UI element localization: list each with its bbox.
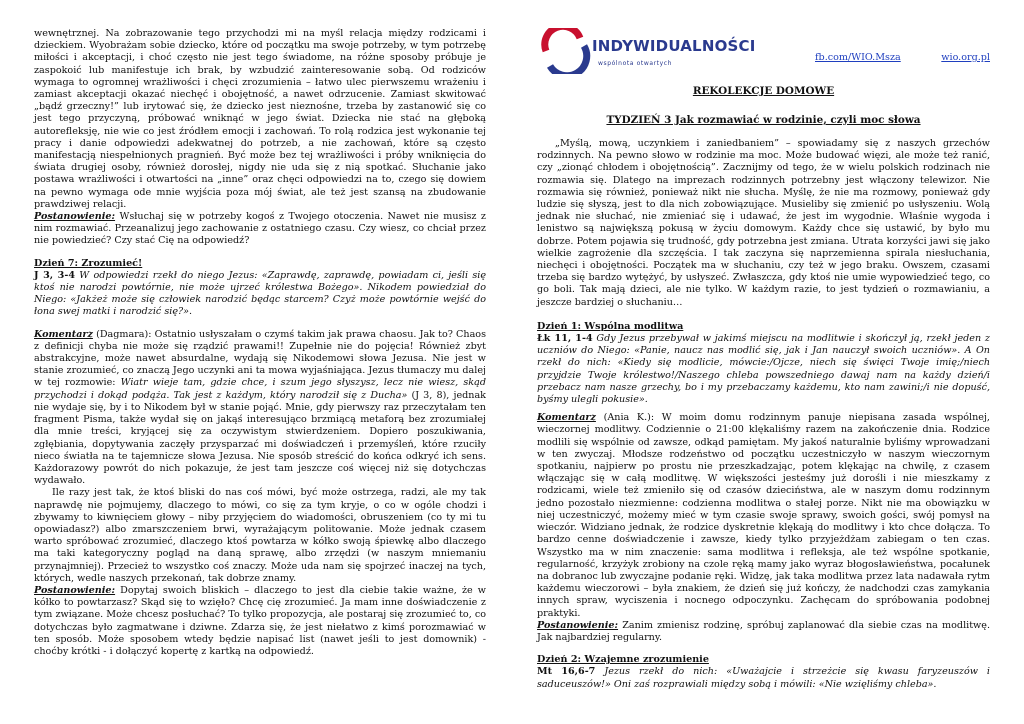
commentary-paragraph — [537, 412, 990, 619]
commentary-label: Komentarz — [34, 328, 93, 340]
resolution-label: Postanowienie: — [537, 619, 619, 631]
scripture-paragraph — [537, 333, 990, 406]
resolution-text: Dopytaj swoich bliskich – dlaczego to jest dla ciebie takie ważne, że w kółko to powtarzasz? Skąd się to wzięło? Chcę cię zrozumieć. Ja mam inne doświadczenie z tym związane. Może chcesz posłuchać? To tylko propozycja, ale postaraj się zrozumieć to, co dotychczas było zagmatwane i dziwne. Zdarza się, że jest niełatwo z kimś porozmawiać w ten sposób. Może sposobem wtedy będzie napisać list (nawet jeśli to jest domownik) - choćby krótki - i dołączyć kopertę z kartką na odpowiedź. — [34, 584, 486, 657]
commentary-text: W moim domu rodzinnym panuje niepisana zasada wspólnej, wieczornej modlitwy. Codziennie o 21:00 klękaliśmy razem na zakończenie dnia. Rodzice modlili się wspólnie od zawsze, odkąd pamiętam. My jakoś naturalnie byliśmy wprowadzani w ten zwyczaj. Młodsze rodzeństwo od początku uczestniczyło w naszym wieczornym spotkaniu, najpierw po prostu nie przeszkadzając, potem klękając na chwilę, z czasem włączając się w całą modlitwę. W większości jesteśmy już dorośli i nie mieszkamy z rodzicami, wiele też zmieniło się od czasów dzieciństwa, ale w naszym domu rodzinnym jedno pozostało niezmienne: codzienna modlitwa o stałej porze. Nikt nie ma obowiązku w niej uczestniczyć, możemy mieć w tym czasie swoje sprawy, swoich gości, swój pomysł na wieczór. Widziano jednak, że rodzice dyskretnie klękają do modlitwy i kto chce dołącza. To bardzo cenne doświadczenie i zawsze, kiedy tylko przyjeżdżam zabiegam o ten czas. Wszystko ma w nim znaczenie: sama modlitwa i refleksja, ale też wspólne spotkanie, regularność, krzyżyk zrobiony na czole ręką mamy jako wyraz błogosławieństwa, pocałunek na dobranoc lub zwyczajne podanie ręki. Widzę, jak taka modlitwa przez lata nadawała rytm każdemu wieczorowi – była znakiem, że dzień się już kończy, że nadchodzi czas zamykania innych spraw, wyciszenia i nocnego odpoczynku. Zachęcam do spróbowania podobnej praktyki. — [537, 412, 990, 619]
brand-tagline: wspólnota otwartych — [598, 60, 673, 67]
scripture-ref: J 3, 3-4 — [34, 269, 76, 281]
paragraph: Ile razy jest tak, że ktoś bliski do nas coś mówi, być może ostrzega, radzi, ale my tak naprawdę nie pojmujemy, dlaczego to mówi, co się za tym kryje, o co w ogóle chodzi i zbywamy to kiwnięciem głowy – niby przyjęciem do wiadomości, obruszeniem (co ty mi tu opowiadasz?) albo zmarszczeniem brwi, wyrażającym politowanie. Może jednak czasem warto spróbować zrozumieć, dlaczego ktoś powtarza w kółko swoją śpiewkę albo dlaczego ma taki kategoryczny pogląd na daną sprawę, albo zrzędzi (w naszym mniemaniu przynajmniej). Przecież to wszystko coś znaczy. Może uda nam się spojrzeć inaczej na tych, których, wedle naszych przekonań, tak dobrze znamy. — [34, 487, 486, 584]
brand-name: INDYWIDUALNOŚCI — [592, 37, 756, 55]
day-heading: Dzień 2: Wzajemne zrozumienie — [537, 654, 709, 666]
commentary-quote: Wiatr wieje tam, gdzie chce, i szum jego słyszysz, lecz nie wiesz, skąd przychodzi i dokąd podąża. Tak jest z każdym, który narodził się z Ducha» — [34, 377, 486, 401]
commentary-author: (Dagmara): — [92, 328, 155, 340]
scripture-quote: W odpowiedzi rzekł do niego Jezus: «Zaprawdę, zaprawdę, powiadam ci, jeśli się ktoś nie narodzi powtórnie, nie może ujrzeć królestwa Bożego». Nikodem powiedział do Niego: «Jakżeż może się człowiek narodzić będąc starcem? Czyż może powtórnie wejść do łona swej matki i narodzić się?». — [34, 269, 486, 318]
commentary-author: (Ania K.): — [595, 412, 662, 424]
scripture-ref: Mt 16,6-7 — [537, 666, 596, 678]
resolution-text: Zanim zmienisz rodzinę, spróbuj zaplanować dla siebie czas na modlitwę. Jak najbardziej regularny. — [537, 619, 990, 643]
day-heading: Dzień 7: Zrozumieć! — [34, 257, 143, 269]
page-subtitle: TYDZIEŃ 3 Jak rozmawiać w rodzinie, czyli moc słowa — [606, 114, 921, 126]
website-link[interactable]: wio.org.pl — [941, 52, 990, 63]
commentary-text: Ostatnio usłyszałam o czymś takim jak prawa chaosu. Jak to? Chaos z definicji chyba nie może się rządzić prawami!! Zupełnie nie do pojęcia! Również zbyt abstrakcyjne, może nawet absurdalne, wydają się Nikodemowi słowa Jezusa. Nie jest w stanie zrozumieć, co znaczą Jego uczynki ani ta mowa wyjaśniająca. Jezus tłumaczy mu dalej w tej rozmowie: — [34, 328, 486, 389]
resolution-paragraph — [537, 620, 990, 644]
resolution-label: Postanowienie: — [34, 211, 116, 223]
resolution-paragraph — [34, 211, 486, 248]
facebook-link[interactable]: fb.com/WIO.Msza — [815, 52, 901, 63]
scripture-quote: Gdy Jezus przebywał w jakimś miejscu na modlitwie i skończył ją, rzekł jeden z uczniów do Niego: «Panie, naucz nas modlić się, jak i Jan nauczył swoich uczniów». A On rzekł do nich: «Kiedy się modlicie, mówcie:/Ojcze, niech się święci Twoje imię;/niech przyjdzie Twoje królestwo!/Naszego chleba powszedniego dawaj nam na każdy dzień/i przebacz nam nasze grzechy, bo i my przebaczamy każdemu, kto nam zawini;/i nie dopuść, byśmy ulegli pokusie». — [537, 333, 990, 406]
resolution-paragraph — [34, 585, 486, 658]
resolution-text: Wsłuchaj się w potrzeby kogoś z Twojego otoczenia. Nawet nie musisz z nim rozmawiać. Przeanalizuj jego zachowanie z ostatniego czasu. Czy wiesz, co chciał przez nie powiedzieć? Czy stać Cię na odpowiedź? — [34, 211, 486, 247]
commentary-text: (J 3, 8), jednak nie wydaje się, by i to Nikodem był w stanie pojąć. Mnie, gdy pierwszy raz przeczytałam ten fragment Pisma, także wydał się on jakąś interesująco brzmiącą metaforą bez zrozumiałej dla mnie treści, kryjącej się za oczywistym stwierdzeniem. Dopiero poszukiwania, zgłębiania, dopytywania zaczęły przysparzać mi doświadczeń i przemyśleń, które rzuciły nieco światła na te tajemnicze słowa Jezusa. Nie sposób streścić do końca odkryć ich sens. Każdorazowy powrót do nich pokazuje, że jest tam jeszcze coś więcej niż się dotychczas wydawało. — [34, 389, 486, 487]
left-column — [34, 28, 486, 658]
resolution-label: Postanowienie: — [34, 584, 116, 596]
header-links — [815, 52, 990, 64]
logo — [540, 28, 756, 74]
paragraph: wewnętrznej. Na zobrazowanie tego przychodzi mi na myśl relacja między rodzicami i dzieckiem. Wyobrażam sobie dziecko, które od początku ma swoje potrzeby, w tym potrzebę miłości i akceptacji, i choć często nie jest tego świadome, na różne sposoby próbuje je zaspokoić lub manifestuje ich brak, by wzbudzić zainteresowanie sobą. Od rodziców wymaga to ogromnej wrażliwości i chęci zrozumienia – łatwo ulec pierwszemu wrażeniu i zamiast akceptacji okazać niechęć i obojętność, a nawet odrzucenie. Zamiast skwitować „bądź grzeczny!” lub irytować się, że dziecko jest nieznośne, trzeba by zastanowić się co jest tego przyczyną, próbować wniknąć w jego świat. Dziecka nie stać na głęboką autorefleksję, nie wie co jest źródłem emocji i zachowań. To rolą rodzica jest wykonanie tej pracy i danie odpowiedzi adekwatnej do potrzeb, a nie zachowań, które są często manifestacją niespełnionych pragnień. Być może bez tej wrażliwości i próby wniknięcia do świata drugiej osoby, również dorosłej, nigdy nie uda się z nią spotkać. Słuchanie jako postawa wrażliwości i otwartości na „inne” oraz chęci odpowiedzi na to, czego się dowiem na pewno wymaga ode mnie wyjścia poza mój świat, ale też jest szansą na zbudowanie prawdziwej relacji. — [34, 28, 486, 210]
scripture-paragraph — [537, 666, 990, 690]
scripture-ref: Łk 11, 1-4 — [537, 333, 593, 345]
right-column — [537, 138, 990, 691]
intro-paragraph: „Myślą, mową, uczynkiem i zaniedbaniem” – spowiadamy się z naszych grzechów rodzinnych. Na pewno słowo w rodzinie ma moc. Może budować więzi, ale może też ranić, czy „zionąć chłodem i obojętnością”. Zacznijmy od tego, że w wielu polskich rodzinach nie rozmawia się. Dlatego na imprezach rodzinnych potrzebny jest włączony telewizor. Nie rozmawia się również, ponieważ nikt nie słucha. Myślę, że nie ma rozmowy, ponieważ gdy ludzie się słyszą, jest to dla nich zobowiązujące. Musieliby się zmienić po usłyszeniu. Wolą jednak nie słuchać, nie zmieniać się i udawać, że jest im wygodnie. Właśnie wygoda i lenistwo są największą pokusą w życiu domowym. Każdy chce się ustawić, by było mu dobrze. Potem pojawia się trudność, gdy potrzebna jest zmiana. Utrata korzyści jawi się jako wielkie zagrożenie dla szczęścia. I tak zaczyna się naprzemienna spirala niesłuchania, niechęci i obojętności. Początek ma w słuchaniu, czy też w jego braku. Owszem, czasami trzeba się bardzo wytężyć, by usłyszeć. Zwłaszcza, gdy ktoś nie umie wypowiedzieć tego, co go boli. Tak mają dzieci, ale nie tylko. W każdym razie, to jest tydzień o rozmawianiu, a jeszcze bardziej o słuchaniu… — [537, 138, 990, 308]
scripture-paragraph — [34, 270, 486, 319]
page-header — [540, 28, 990, 76]
logo-mark-icon — [540, 28, 592, 74]
commentary-paragraph — [34, 329, 486, 488]
commentary-label: Komentarz — [537, 412, 596, 424]
day-heading: Dzień 1: Wspólna modlitwa — [537, 320, 684, 332]
scripture-quote: Jezus rzekł do nich: «Uważajcie i strzeżcie się kwasu faryzeuszów i saduceuszów!» Oni zaś rozprawiali między sobą i mówili: «Nie wzięliśmy chleba». — [537, 666, 990, 690]
page-title: REKOLEKCJE DOMOWE — [692, 85, 835, 97]
